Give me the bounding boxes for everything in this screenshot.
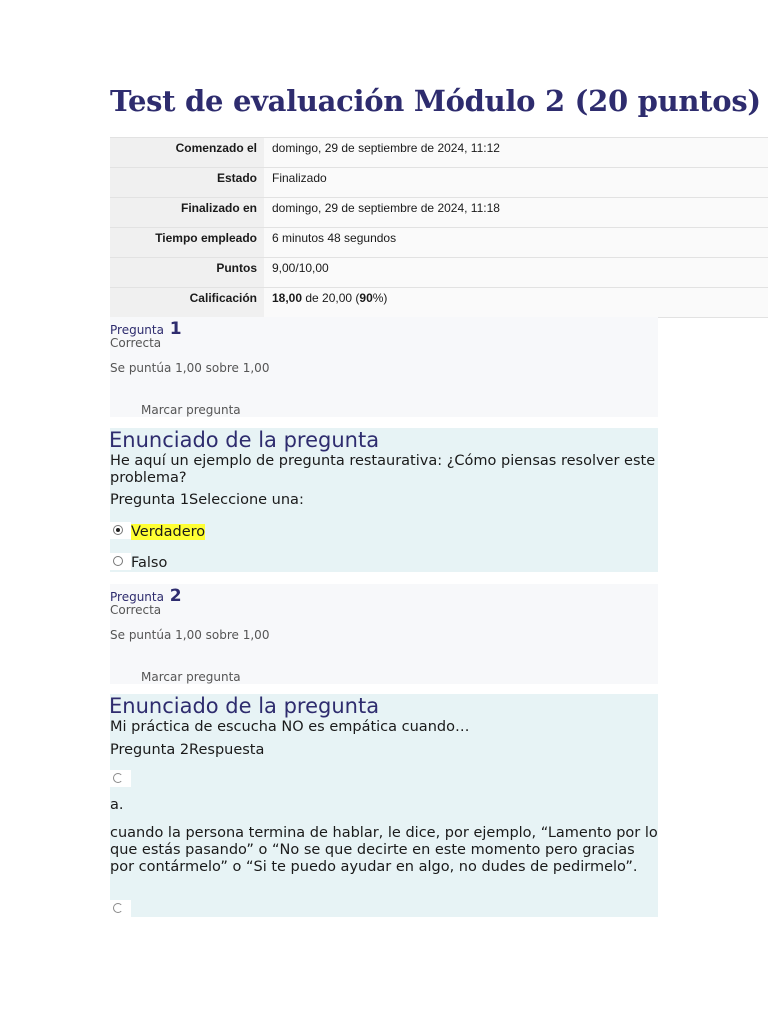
summary-label: Finalizado en bbox=[110, 198, 264, 227]
question-number-value: 2 bbox=[169, 586, 182, 606]
answer-label-false[interactable]: Falso bbox=[131, 555, 168, 571]
radio-unselected-icon[interactable] bbox=[113, 773, 123, 783]
answer-option-letter: a. bbox=[110, 797, 124, 813]
answer-option-true[interactable] bbox=[110, 522, 131, 539]
question-grade: Se puntúa 1,00 sobre 1,00 bbox=[110, 628, 270, 642]
summary-row-state bbox=[110, 168, 768, 198]
flag-question-link[interactable]: Marcar pregunta bbox=[141, 403, 241, 417]
summary-label: Puntos bbox=[110, 258, 264, 287]
summary-row-time-taken bbox=[110, 228, 768, 258]
answer-label-true[interactable]: Verdadero bbox=[131, 524, 206, 540]
summary-value: Finalizado bbox=[264, 168, 768, 197]
attempt-summary-table bbox=[110, 137, 768, 318]
summary-value: 6 minutos 48 segundos bbox=[264, 228, 768, 257]
question-text: He aquí un ejemplo de pregunta restaurativa: ¿Cómo piensas resolver este problema? bbox=[110, 453, 656, 486]
answer-option-b[interactable] bbox=[110, 900, 131, 917]
grade-percent: 90 bbox=[359, 291, 373, 305]
question-text: Mi práctica de escucha NO es empática cuando… bbox=[110, 719, 470, 735]
summary-value: domingo, 29 de septiembre de 2024, 11:12 bbox=[264, 138, 768, 167]
question-heading: Enunciado de la pregunta bbox=[109, 694, 380, 718]
question-content-1 bbox=[110, 428, 658, 572]
summary-row-finished bbox=[110, 198, 768, 228]
summary-value: domingo, 29 de septiembre de 2024, 11:18 bbox=[264, 198, 768, 227]
summary-label: Calificación bbox=[110, 288, 264, 317]
question-heading: Enunciado de la pregunta bbox=[109, 428, 380, 452]
question-prompt: Pregunta 2Respuesta bbox=[110, 742, 265, 758]
question-content-2 bbox=[110, 694, 658, 917]
page-title: Test de evaluación Módulo 2 (20 puntos) bbox=[110, 84, 761, 118]
question-info-1 bbox=[110, 317, 658, 417]
summary-label: Estado bbox=[110, 168, 264, 197]
summary-row-started bbox=[110, 138, 768, 168]
radio-unselected-icon[interactable] bbox=[113, 903, 123, 913]
summary-row-grade bbox=[110, 288, 768, 318]
question-prefix: Pregunta bbox=[110, 590, 164, 604]
flag-question-link[interactable]: Marcar pregunta bbox=[141, 670, 241, 684]
summary-value: 9,00/10,00 bbox=[264, 258, 768, 287]
radio-unselected-icon[interactable] bbox=[113, 556, 123, 566]
grade-score: 18,00 bbox=[272, 291, 303, 305]
question-state: Correcta bbox=[110, 336, 162, 350]
grade-out-of: de 20,00 ( bbox=[302, 291, 360, 305]
answer-option-a[interactable] bbox=[110, 770, 131, 787]
question-prefix: Pregunta bbox=[110, 323, 164, 337]
answer-option-false[interactable] bbox=[110, 553, 131, 570]
grade-percent-suffix: %) bbox=[372, 291, 388, 305]
radio-selected-icon[interactable] bbox=[113, 525, 123, 535]
summary-label: Comenzado el bbox=[110, 138, 264, 167]
question-number-value: 1 bbox=[169, 319, 182, 339]
question-info-2 bbox=[110, 584, 658, 684]
question-grade: Se puntúa 1,00 sobre 1,00 bbox=[110, 361, 270, 375]
question-prompt: Pregunta 1Seleccione una: bbox=[110, 492, 304, 508]
summary-label: Tiempo empleado bbox=[110, 228, 264, 257]
summary-row-marks bbox=[110, 258, 768, 288]
summary-value bbox=[264, 288, 768, 317]
question-state: Correcta bbox=[110, 603, 162, 617]
answer-option-text: cuando la persona termina de hablar, le dice, por ejemplo, “Lamento por lo que estás pasando” o “No se que decirte en este momento pero gracias por contármelo” o “Si te puedo ayudar en algo, no dudes de pedirmelo”. bbox=[110, 825, 658, 875]
